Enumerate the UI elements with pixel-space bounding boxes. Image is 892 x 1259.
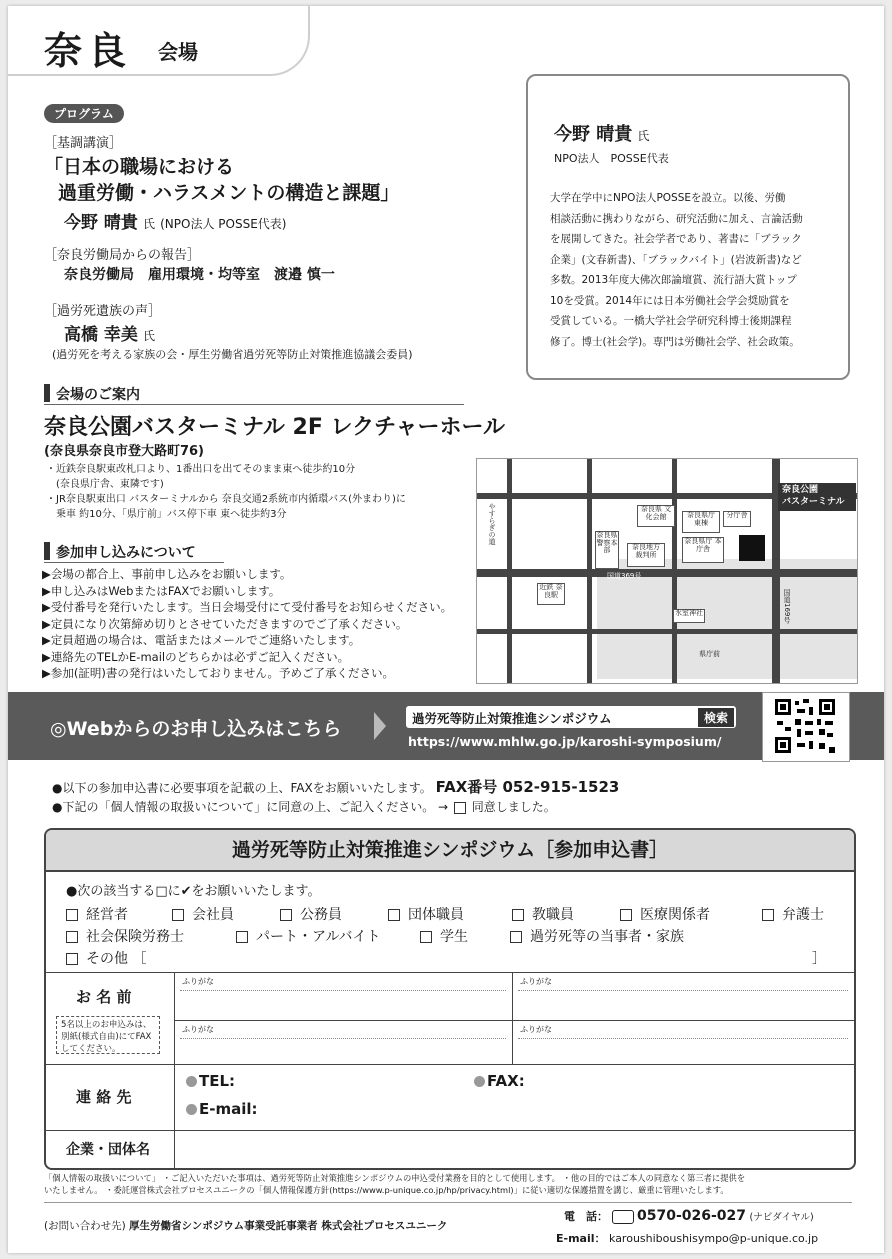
profile-bio-line: 多数。2013年度大佛次郎論壇賞、流行語大賞トップ [550,274,797,286]
name-field-3[interactable] [180,1038,506,1039]
search-text: 過労死等防止対策推進シンポジウム [412,711,612,726]
tel-label: TEL: [199,1072,236,1090]
program-pill: プログラム [44,104,124,123]
privacy-notice [44,1172,852,1196]
fax-line-2 [52,798,556,815]
venue-name: 奈良 [44,29,133,73]
occupation-label: 経営者 [86,907,128,923]
checkbox[interactable] [510,931,522,943]
other-checkbox[interactable] [66,953,78,965]
furigana-label: ふりがな [182,1025,214,1034]
furigana-label: ふりがな [520,977,552,986]
profile-org: NPO法人 POSSE代表 [554,152,669,165]
keynote-title-1: 「日本の職場における [44,156,235,178]
keynote-speaker-line [64,208,286,233]
checkbox[interactable] [280,909,292,921]
checkbox[interactable] [512,909,524,921]
application-form [44,828,856,1170]
dot-icon [474,1076,485,1087]
checkbox[interactable] [620,909,632,921]
occupation-label: 教職員 [532,907,574,923]
occupation-label: パート・アルバイト [256,929,381,945]
qr-code [762,692,850,762]
bus-terminal-marker [739,535,765,561]
divider [512,972,513,1064]
footer-mail-line [556,1230,818,1246]
access-note: (奈良県庁舎、東隣です) [46,479,164,490]
privacy-line-1 [44,1172,852,1184]
footer-divider [44,1202,852,1203]
occupation-option [512,904,574,924]
occupation-option [280,904,342,924]
apply-item: ▶連絡先のTELかE-mailのどちらかは必ずご記入ください。 [42,649,350,664]
web-label: ◎Webからのお申し込みはこちら [50,718,342,740]
occupation-option [66,904,128,924]
footer-mail-label: E-mail： [556,1232,606,1245]
furigana-label: ふりがな [520,1025,552,1034]
hall-name: 奈良公園バスターミナル 2F レクチャーホール [44,415,506,440]
access-map [476,458,858,684]
tel-field[interactable] [186,1072,235,1090]
occupation-option [388,904,464,924]
access-notes [46,462,406,522]
profile-bio-line: 10を受賞。2014年には日本労働社会学会奨励賞を [550,294,790,307]
occupation-option [420,926,468,946]
agree-label: 同意しました。 [471,800,556,814]
footer-tel-label: 電 話： [564,1210,608,1223]
fax-instruction: ●以下の参加申込書に必要事項を記載の上、FAXをお願いいたします。 [52,781,432,795]
yasuragi-road [507,459,512,683]
occupation-label: 過労死等の当事者・家族 [530,929,684,945]
footer-mail[interactable]: karoushiboushisympo@p-unique.co.jp [609,1232,819,1245]
access-title: 会場のご案内 [56,387,140,403]
other-close: ］ [812,951,826,967]
occupation-label: 会社員 [192,907,234,923]
venue-tab [8,6,310,76]
privacy-text-2: いたしません。 ・委託運営株式会社プロセスユニークの「個人情報保護方針(https://www.p-unique.co.jp/hp/privacy.html)」に従い適切な保護措置を講じ、厳重に管理いたします。 [44,1185,729,1195]
search-box[interactable] [406,706,736,728]
fax-line-1 [52,776,619,797]
email-label: E-mail: [199,1100,258,1118]
divider [174,1020,854,1021]
phone-icon [612,1210,634,1224]
apply-item: ▶定員超過の場合は、電話またはメールでご連絡いたします。 [42,633,361,647]
occupation-label: 弁護士 [782,907,824,923]
road-south [477,629,857,634]
fax-label: FAX: [487,1072,525,1090]
map-route169: 国道169号 [783,589,791,624]
name-field-2[interactable] [518,990,848,991]
occupation-option [620,904,710,924]
checkbox[interactable] [236,931,248,943]
company-label: 企業・団体名 [66,1142,150,1158]
profile-bio-line: を展開してきた。社会学者であり、著書に「ブラック [550,233,802,245]
dot-icon [186,1104,197,1115]
occupation-label: 医療関係者 [640,907,710,923]
flyer-page [8,6,884,1253]
apply-item: ▶申し込みはWebまたはFAXでお願いします。 [42,583,281,598]
hall-address: (奈良県奈良市登大路町76) [44,444,204,459]
footer-org: 厚生労働省シンポジウム事業受託事業者 株式会社プロセスユニーク [129,1220,448,1232]
apply-item: ▶会場の都合上、事前申し込みをお願いします。 [42,567,292,581]
occupation-label: 団体職員 [408,907,464,923]
privacy-text-1: ・ご記入いただいた事項は、過労死等防止対策推進シンポジウムの申込受付業務を目的として使用します。 ・他の目的ではご本人の同意なく第三者に提供を [162,1173,746,1183]
profile-name-line [554,120,649,146]
access-note: ・近鉄奈良駅東改札口より、1番出口を出てそのまま東へ徒歩約10分 [46,464,356,475]
map-himuro: 氷室神社 [673,609,705,623]
contact-label: 連 絡 先 [76,1088,132,1106]
apply-title: 参加申し込みについて [56,545,196,561]
voice-speaker: 高橋 幸美 [64,325,138,345]
map-kenchou: 奈良県庁 本庁舎 [682,537,724,563]
road-mid [587,459,592,683]
occupation-label: 学生 [440,929,468,945]
voice-honor: 氏 [143,329,156,343]
dot-icon [186,1076,197,1087]
search-button[interactable]: 検索 [698,708,734,727]
divider [46,1130,854,1131]
occupation-option [172,904,234,924]
map-bus-stop: 県庁前 [699,650,720,658]
map-bunkacho: 分庁舎 [723,511,751,527]
footer-tel[interactable]: 0570-026-027 [637,1208,747,1224]
profile-name: 今野 晴貴 [554,124,633,145]
map-yasuragi: やすらぎの道 [488,503,496,545]
occupation-label: 公務員 [300,907,342,923]
name-label: お 名 前 [76,988,132,1006]
fax-number: FAX番号 052-915-1523 [435,778,620,796]
apply-underline [44,546,224,563]
keynote-label: ［基調講演］ [44,136,123,151]
web-band [8,692,884,760]
checkbox[interactable] [420,931,432,943]
divider [174,972,175,1168]
arrow-right-icon [374,712,386,740]
fax-field[interactable] [474,1072,525,1090]
furigana-label: ふりがな [182,977,214,986]
map-kintetsu: 近鉄 奈良駅 [537,583,565,605]
apply-item: ▶参加(証明)書の発行はいたしておりません。予めご了承ください。 [42,666,395,680]
access-note: 乗車 約10分、「県庁前」バス停下車 東へ徒歩約3分 [46,509,287,520]
checkbox[interactable] [172,909,184,921]
road-east [672,459,677,683]
profile-honor: 氏 [637,129,650,143]
profile-bio-line: 企業」(文春新書)、「ブラックバイト」(岩波新書)など [550,253,802,266]
map-bunka: 奈良県 文化会館 [637,505,675,527]
occupation-option [66,926,184,946]
voice-affil: (過労死を考える家族の会・厚生労働省過労死等防止対策推進協議会委員) [52,348,413,361]
keynote-affil: (NPO法人 POSSE代表) [160,217,287,231]
web-url[interactable]: https://www.mhlw.go.jp/karoshi-symposium/ [408,734,722,749]
apply-item: ▶定員になり次第締め切りとさせていただきますのでご了承ください。 [42,616,408,631]
profile-box [526,74,850,380]
occupation-option [510,926,684,946]
checkbox[interactable] [388,909,400,921]
profile-bio-line: 修了。博士(社会学)。専門は労働社会学、社会政策。 [550,335,800,348]
route-369-road [477,569,857,577]
occupation-label: 社会保険労務士 [86,929,184,945]
report-label: ［奈良労働局からの報告］ [44,248,201,263]
occupation-option [762,904,824,924]
privacy-title: 「個人情報の取扱いについて」 [44,1173,160,1183]
checkbox[interactable] [762,909,774,921]
company-field[interactable] [180,1136,848,1162]
checkbox[interactable] [66,931,78,943]
footer-tel-note: (ナビダイヤル) [749,1212,814,1223]
privacy-instruction: ●下記の「個人情報の取扱いについて」に同意の上、ご記入ください。 → [52,800,449,814]
apply-items [42,566,452,682]
keynote-honor: 氏 [143,217,156,231]
footer-contact [44,1218,447,1233]
divider [46,972,854,973]
checkbox[interactable] [66,909,78,921]
map-chihou: 奈良地方 裁判所 [627,543,665,567]
venue-suffix: 会場 [158,40,198,64]
access-underline [44,388,464,405]
map-kenchou-tou: 奈良県庁 東棟 [682,511,720,533]
profile-bio-line: 相談活動に携わりながら、研究活動に加え、言論活動 [550,212,803,225]
profile-bio-line: 受賞している。一橋大学社会学研究科博士後期課程 [550,315,792,327]
divider [46,1064,854,1065]
profile-bio-line: 大学在学中にNPO法人POSSEを設立。以後、労働 [550,192,786,204]
map-kenkei: 奈良県 警察本部 [595,531,619,569]
name-note: 5名以上のお申込みは、別紙(様式自由)にてFAXしてください。 [56,1016,160,1054]
profile-bio [550,188,803,352]
agree-checkbox[interactable] [454,802,466,814]
access-note: ・JR奈良駅東出口 バスターミナルから 奈良交通2系統市内循環バス(外まわり)に [46,494,406,505]
footer-tel-line [564,1208,814,1224]
occupation-other [66,948,826,968]
apply-item: ▶受付番号を発行いたします。当日会場受付にて受付番号をお知らせください。 [42,600,453,614]
name-field-4[interactable] [518,1038,848,1039]
form-instruction: ●次の該当する□に✔をお願いいたします。 [66,884,321,899]
keynote-speaker: 今野 晴貴 [64,213,138,233]
occupation-option [236,926,380,946]
map-callout: 奈良公園 バスターミナル [778,483,856,511]
email-field[interactable] [186,1100,258,1118]
footer-contact-label: (お問い合わせ先) [44,1220,126,1232]
voice-speaker-line [64,320,155,345]
report-speaker: 奈良労働局 雇用環境・均等室 渡邉 慎一 [64,267,335,283]
name-field-1[interactable] [180,990,506,991]
keynote-title-2: 過重労働・ハラスメントの構造と課題」 [58,182,400,204]
voice-label: ［過労死遺族の声］ [44,304,162,319]
other-label: その他 ［ [86,951,147,967]
map-route369: 国道369号 [607,572,642,580]
form-title: 過労死等防止対策推進シンポジウム［参加申込書］ [46,830,854,872]
